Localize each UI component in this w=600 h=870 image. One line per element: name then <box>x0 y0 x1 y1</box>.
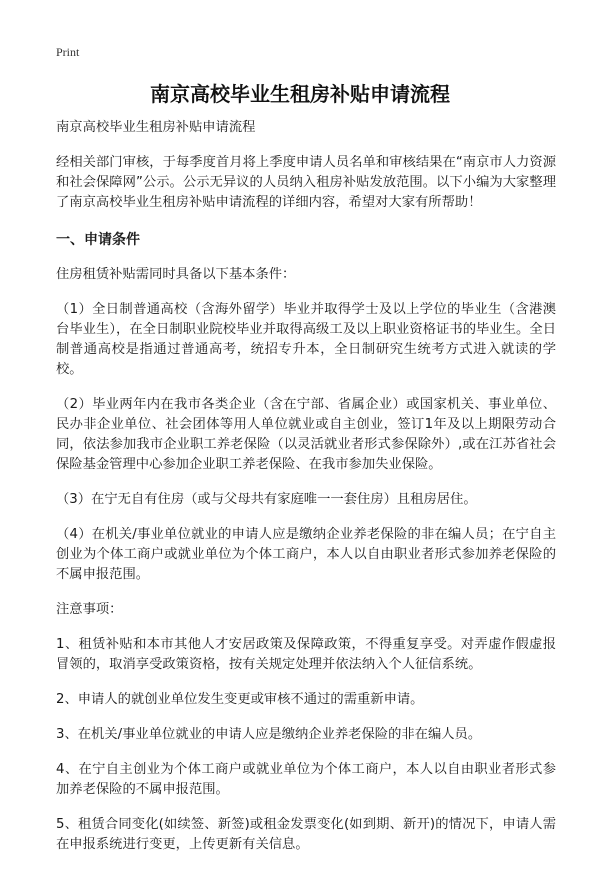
note-item-3: 3、在机关/事业单位就业的申请人应是缴纳企业养老保险的非在编人员。 <box>56 727 482 742</box>
print-link[interactable]: Print <box>56 45 80 59</box>
page-title: 南京高校毕业生租房补贴申请流程 <box>150 82 450 106</box>
note-item-4: 4、在宁自主创业为个体工商户或就业单位为个体工商户，本人以自由职业者形式参加养老保险的不属申报范围。 <box>56 762 556 797</box>
note-item-5: 5、租赁合同变化(如续签、新签)或租金发票变化(如到期、新开)的情况下，申请人需在申报系统进行变更，上传更新有关信息。 <box>56 817 556 852</box>
condition-item-2: （2）毕业两年内在我市各类企业（含在宁部、省属企业）或国家机关、事业单位、民办非企业单位、社会团体等用人单位就业或自主创业，签订1年及以上期限劳动合同，依法参加我市企业职工养老保险（以灵活就业者形式参保除外）,或在江苏省社会保险基金管理中心参加企业职工养老保险、在我市参加失业保险。 <box>56 397 556 472</box>
condition-item-1: （1）全日制普通高校（含海外留学）毕业并取得学士及以上学位的毕业生（含港澳台毕业生），在全日制职业院校毕业并取得高级工及以上职业资格证书的毕业生。全日制普通高校是指通过普通高考，统招专升本，全日制研究生统考方式进入就读的学校。 <box>56 302 556 377</box>
article-subtitle: 南京高校毕业生租房补贴申请流程 <box>56 120 256 135</box>
notes-heading: 注意事项： <box>56 602 123 617</box>
intro-paragraph: 经相关部门审核，于每季度首月将上季度申请人员名单和审核结果在“南京市人力资源和社会保障网”公示。公示无异议的人员纳入租房补贴发放范围。以下小编为大家整理了南京高校毕业生租房补贴申请流程的详细内容，希望对大家有所帮助！ <box>56 155 556 210</box>
section-heading-conditions: 一、申请条件 <box>56 232 140 248</box>
condition-item-4: （4）在机关/事业单位就业的申请人应是缴纳企业养老保险的非在编人员；在宁自主创业为个体工商户或就业单位为个体工商户，本人以自由职业者形式参加养老保险的不属申报范围。 <box>56 527 556 582</box>
article-body <box>56 118 556 870</box>
note-item-1: 1、租赁补贴和本市其他人才安居政策及保障政策，不得重复享受。对弄虚作假虚报冒领的，取消享受政策资格，按有关规定处理并依法纳入个人征信系统。 <box>56 637 556 672</box>
note-item-2: 2、申请人的就创业单位发生变更或审核不通过的需重新申请。 <box>56 692 424 707</box>
conditions-lead: 住房租赁补贴需同时具备以下基本条件： <box>56 267 296 282</box>
condition-item-3: （3）在宁无自有住房（或与父母共有家庭唯一一套住房）且租房居住。 <box>56 492 477 507</box>
